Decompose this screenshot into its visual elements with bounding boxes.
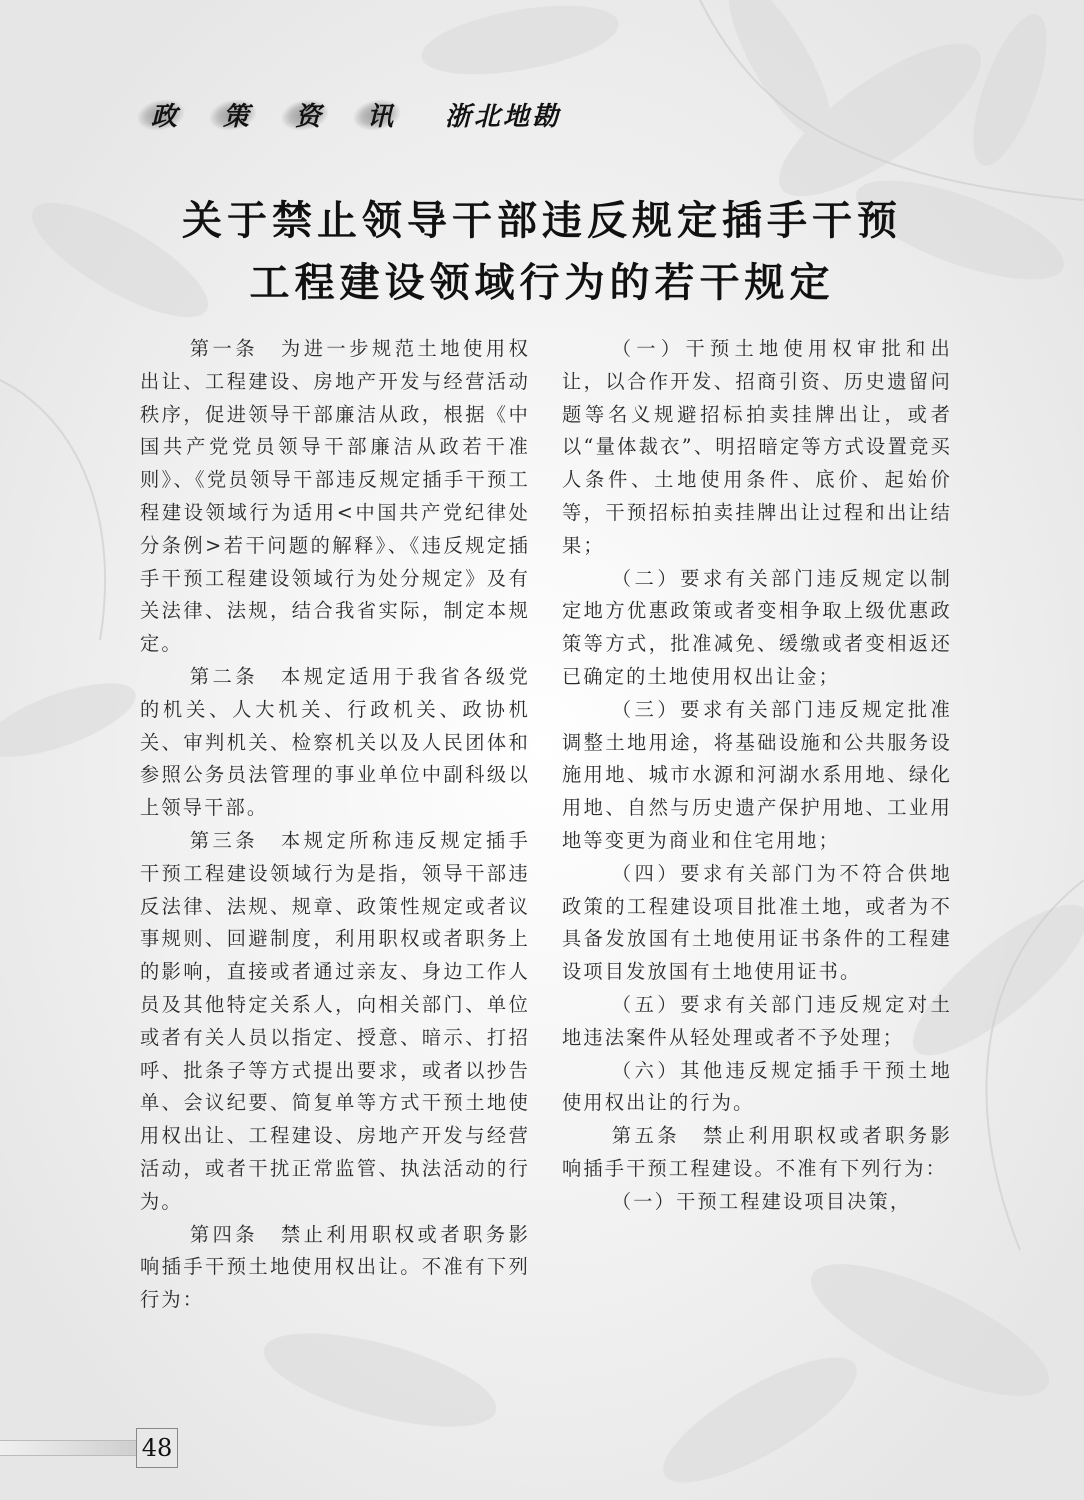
paragraph: 第五条 禁止利用职权或者职务影响插手干预工程建设。不准有下列行为： [562,1124,952,1180]
section-char: 讯 [361,96,399,133]
section-name [145,96,399,133]
title-line-2: 工程建设领域行为的若干规定 [249,260,835,306]
paragraph: （五）要求有关部门违反规定对土地违法案件从轻处理或者不予处理； [562,992,952,1049]
paragraph: 第四条 禁止利用职权或者职务影响插手干预土地使用权出让。不准有下列行为： [140,1222,530,1312]
page-number: 48 [136,1428,178,1468]
right-column [562,333,952,1219]
section-char: 资 [289,96,327,133]
section-char: 策 [217,96,255,133]
magazine-brand: 浙北地勘 [445,102,562,132]
paragraph: （四）要求有关部门为不符合供地政策的工程建设项目批准土地，或者为不具备发放国有土地使用证书条件的工程建设项目发放国有土地使用证书。 [562,861,952,984]
paragraph: （六）其他违反规定插手干预土地使用权出让的行为。 [562,1058,952,1115]
paragraph: 第一条 为进一步规范土地使用权出让、工程建设、房地产开发与经营活动秩序，促进领导干部廉洁从政，根据《中国共产党党员领导干部廉洁从政若干准则》、《党员领导干部违反规定插手干预工程建设领域行为适用<中国共产党纪律处分条例>若干问题的解释》、《违反规定插手干预工程建设领域行为处分规定》及有关法律、法规，结合我省实际，制定本规定。 [140,337,530,656]
paragraph: 第二条 本规定适用于我省各级党的机关、人大机关、行政机关、政协机关、审判机关、检察机关以及人民团体和参照公务员法管理的事业单位中副科级以上领导干部。 [140,664,530,820]
article-title [0,190,1084,314]
paragraph: （一）干预工程建设项目决策， [611,1189,912,1213]
page-number-bar [0,1440,136,1456]
title-line-1: 关于禁止领导干部违反规定插手干预 [182,198,902,244]
page-footer [0,1428,178,1468]
paragraph: （一）干预土地使用权审批和出让，以合作开发、招商引资、历史遗留问题等名义规避招标拍卖挂牌出让，或者以“量体裁衣”、明招暗定等方式设置竞买人条件、土地使用条件、底价、起始价等，干预招标拍卖挂牌出让过程和出让结果； [562,337,952,557]
paragraph: （二）要求有关部门违反规定以制定地方优惠政策或者变相争取上级优惠政策等方式，批准减免、缓缴或者变相返还已确定的土地使用权出让金； [562,566,952,688]
left-column [140,333,530,1317]
section-header [145,96,561,133]
paragraph: （三）要求有关部门违反规定批准调整土地用途，将基础设施和公共服务设施用地、城市水源和河湖水系用地、绿化用地、自然与历史遗产保护用地、工业用地等变更为商业和住宅用地； [562,697,952,852]
section-char: 政 [145,96,183,133]
paragraph: 第三条 本规定所称违反规定插手干预工程建设领域行为是指，领导干部违反法律、法规、规章、政策性规定或者议事规则、回避制度，利用职权或者职务上的影响，直接或者通过亲友、身边工作人员及其他特定关系人，向相关部门、单位或者有关人员以指定、授意、暗示、打招呼、批条子等方式提出要求，或者以抄告单、会议纪要、简复单等方式干预土地使用权出让、工程建设、房地产开发与经营活动，或者干扰正常监管、执法活动的行为。 [140,828,530,1213]
